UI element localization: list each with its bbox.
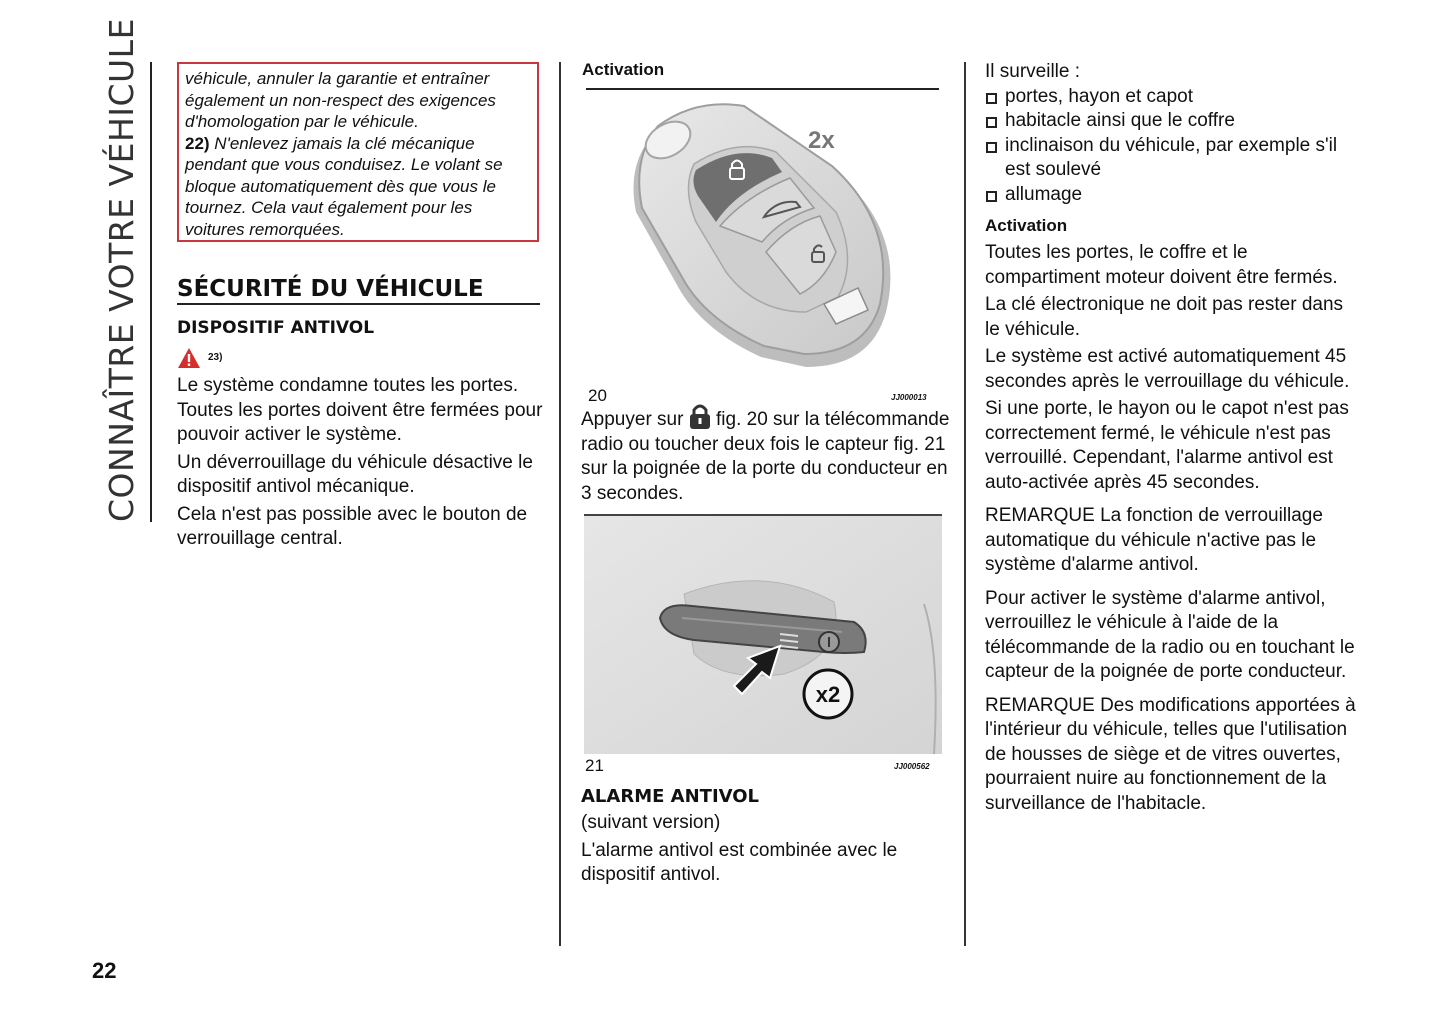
page-number: 22 <box>92 958 117 983</box>
note-number: 22) <box>185 133 210 153</box>
figure-20-code: JJ000013 <box>891 393 927 402</box>
antivol-description <box>177 374 547 555</box>
side-title-rule <box>150 62 152 522</box>
activation-text-after-icon: fig. 20 sur la télécommande radio ou toucher deux fois le capteur fig. 21 sur la poignée de la porte du conducteur en 3 secondes. <box>581 409 950 504</box>
section-heading: SÉCURITÉ DU VÉHICULE <box>177 276 484 302</box>
list-item: portes, hayon et capot <box>985 85 1360 110</box>
figure-21-code: JJ000562 <box>894 762 930 771</box>
alarm-remark-2: REMARQUE Des modifications apportées à l'intérieur du véhicule, telles que l'utilisation de housses de siège et de vitres ouvertes, pourraient nuire au fonctionnement de la surveillance de l'habitacle. <box>985 694 1356 814</box>
alarm-activation-text <box>985 241 1360 819</box>
figure-21-number: 21 <box>585 756 604 775</box>
alarm-section <box>581 811 953 891</box>
warning-box <box>177 62 539 242</box>
activation-heading-col3: Activation <box>985 216 1068 235</box>
activation-text-before-icon: Appuyer sur <box>581 409 689 430</box>
antivol-paragraph-3: Cela n'est pas possible avec le bouton de verrouillage central. <box>177 503 528 549</box>
activation-heading-col2: Activation <box>582 60 665 79</box>
figure-20-top-rule <box>586 88 939 90</box>
alarm-activation-p3: Le système est activé automatiquement 45 secondes après le verrouillage du véhicule. <box>985 346 1350 392</box>
column-divider-1 <box>559 62 561 946</box>
warning-triangle-icon <box>177 347 201 369</box>
column-divider-2 <box>964 62 966 946</box>
alarm-heading: ALARME ANTIVOL <box>581 786 760 807</box>
alarm-remark-1: REMARQUE La fonction de verrouillage automatique du véhicule n'active pas le système d'alarme antivol. <box>985 505 1323 575</box>
alarm-paragraph: L'alarme antivol est combinée avec le dispositif antivol. <box>581 839 898 885</box>
warning-note-22 <box>185 133 531 241</box>
activation-instructions <box>581 404 953 509</box>
warning-continued-text: véhicule, annuler la garantie et entraîner également un non-respect des exigences d'homologation par le véhicule. <box>185 69 496 131</box>
chapter-side-title-text: CONNAÎTRE VOTRE VÉHICULE <box>102 18 141 522</box>
figure-21-x2-label: x2 <box>815 682 841 707</box>
monitoring-intro: Il surveille : <box>985 61 1081 82</box>
alarm-subtitle: (suivant version) <box>581 812 721 833</box>
note-text: N'enlevez jamais la clé mécanique pendant que vous conduisez. Le volant se bloque automatiquement dès que vous le tournez. Cela vaut également pour les voitures remorquées. <box>185 133 503 239</box>
lock-icon <box>689 404 711 430</box>
list-item: habitacle ainsi que le coffre <box>985 109 1360 134</box>
antivol-paragraph-2: Un déverrouillage du véhicule désactive le dispositif antivol mécanique. <box>177 451 533 497</box>
antivol-paragraph-1: Le système condamne toutes les portes. Toutes les portes doivent être fermées pour pouvoir activer le système. <box>177 375 543 445</box>
alarm-activation-p6: Pour activer le système d'alarme antivol, verrouillez le véhicule à l'aide de la télécommande de la radio ou en touchant le capteur de la poignée de porte conducteur. <box>985 587 1355 682</box>
activation-paragraph <box>581 404 953 506</box>
figure-20-remote-key <box>586 92 939 382</box>
alarm-activation-p4: Si une porte, le hayon ou le capot n'est pas correctement fermé, le véhicule n'est pas verrouillé. Cependant, l'alarme antivol est auto-activée après 45 secondes. <box>985 398 1349 493</box>
monitoring-section <box>985 60 1360 207</box>
list-item: inclinaison du véhicule, par exemple s'il est soulevé <box>985 134 1360 183</box>
alarm-activation-p1: Toutes les portes, le coffre et le compartiment moteur doivent être fermés. <box>985 242 1338 288</box>
alarm-activation-p2: La clé électronique ne doit pas rester dans le véhicule. <box>985 294 1344 340</box>
figure-21-door-handle <box>584 514 942 754</box>
subsection-heading: DISPOSITIF ANTIVOL <box>177 318 375 338</box>
warning-reference: 23) <box>208 352 223 363</box>
figure-20-2x-label: 2x <box>808 127 835 154</box>
section-heading-rule <box>177 303 540 305</box>
chapter-side-title <box>92 18 152 522</box>
list-item: allumage <box>985 183 1360 208</box>
figure-20-number: 20 <box>588 386 607 405</box>
monitoring-list <box>985 85 1360 208</box>
